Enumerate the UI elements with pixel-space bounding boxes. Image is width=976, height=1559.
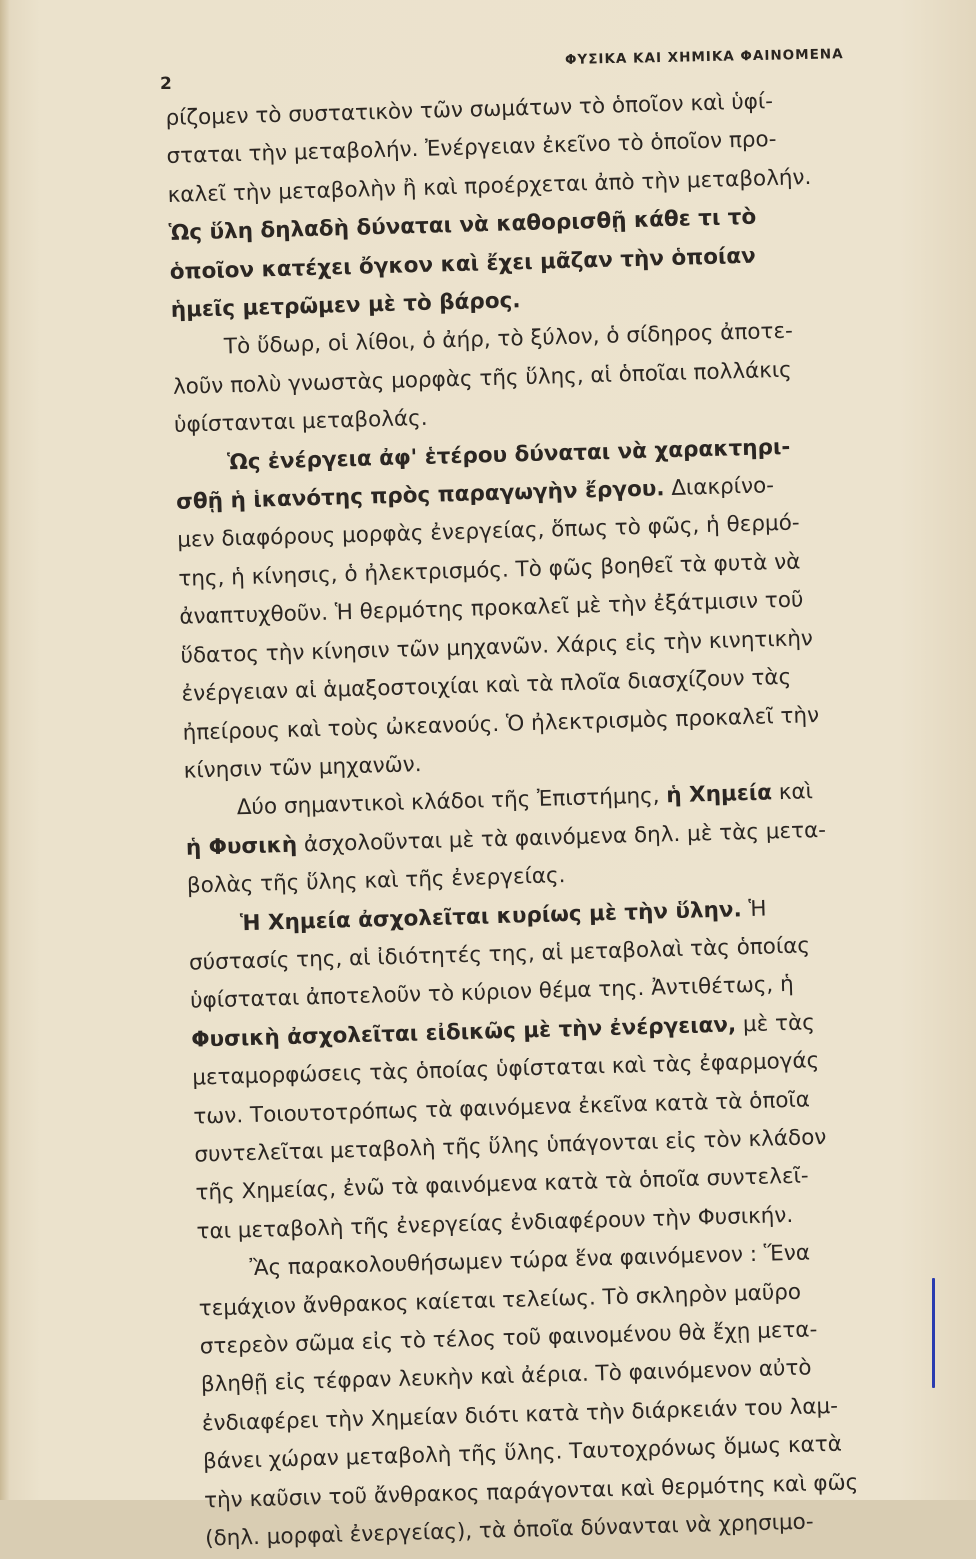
text-line: κίνησιν τῶν μηχανῶν. xyxy=(183,752,422,784)
text-line: τὴν καῦσιν τοῦ ἄνθρακος παράγονται καὶ θερμότης καὶ φῶς xyxy=(203,1469,859,1514)
text-line-bold: ὁποῖον κατέχει ὄγκον καὶ ἔχει μᾶζαν τὴν ὁποίαν xyxy=(169,243,757,285)
text-line: βληθῇ εἰς τέφραν λευκὴν καὶ ἀέρια. Τὸ φαινόμενον αὐτὸ xyxy=(200,1355,812,1398)
text-line: (δηλ. μορφαὶ ἐνεργείας), τὰ ὁποῖα δύνανται νὰ χρησιμο- xyxy=(204,1509,814,1552)
text-line: μεν διαφόρους μορφὰς ἐνεργείας, ὅπως τὸ φῶς, ἡ θερμό- xyxy=(176,510,800,554)
text-span: Διακρίνο- xyxy=(664,473,775,502)
text-line: ὕδατος τὴν κίνησιν τῶν μηχανῶν. Χάρις εἰς τὴν κινητικὴν xyxy=(180,625,814,669)
text-line: της, ἡ κίνησις, ὁ ἠλεκτρισμός. Τὸ φῶς βοηθεῖ τὰ φυτὰ νὰ xyxy=(178,549,801,592)
text-line-bold: Ὡς ὕλη δηλαδὴ δύναται νὰ καθορισθῇ κάθε τι τὸ xyxy=(168,204,757,247)
text-line: βάνει χώραν μεταβολὴ τῆς ὕλης. Ταυτοχρόνως ὅμως κατὰ xyxy=(202,1431,843,1475)
text-line: ται μεταβολὴ τῆς ἐνεργείας ἐνδιαφέρουν τὴν Φυσικήν. xyxy=(196,1202,794,1245)
bold-phrase: Φυσικὴ ἀσχολεῖται εἰδικῶς μὲ τὴν ἐνέργειαν, xyxy=(190,1012,737,1053)
text-line: ἠπείρους καὶ τοὺς ὠκεανούς. Ὁ ἠλεκτρισμὸς προκαλεῖ τὴν xyxy=(182,702,820,746)
running-head: ΦΥΣΙΚΑ ΚΑΙ ΧΗΜΙΚΑ ΦΑΙΝΟΜΕΝΑ xyxy=(564,46,844,68)
text-line: ἐνέργειαν αἱ ἁμαξοστοιχίαι καὶ τὰ πλοῖα διασχίζουν τὰς xyxy=(181,664,792,707)
text-line: σύστασίς της, αἱ ἰδιότητές της, αἱ μεταβολαὶ τὰς ὁποίας xyxy=(188,933,811,976)
text-line: μεταμορφώσεις τὰς ὁποίας ὑφίσταται καὶ τὰς ἐφαρμογάς xyxy=(191,1048,820,1091)
text-line: βολὰς τῆς ὕλης καὶ τῆς ἐνεργείας. xyxy=(186,863,566,899)
text-span: μὲ τὰς xyxy=(735,1009,816,1038)
text-line: ὑφίσταται ἀποτελοῦν τὸ κύριον θέμα της. Ἀντιθέτως, ἡ xyxy=(189,972,795,1014)
text-span: καὶ xyxy=(771,779,814,806)
text-line: των. Τοιουτοτρόπως τὰ φαινόμενα ἐκεῖνα κατὰ τὰ ὁποῖα xyxy=(193,1086,811,1130)
text-line: σταται τὴν μεταβολήν. Ἐνέργειαν ἐκεῖνο τὸ ὁποῖον προ- xyxy=(166,127,777,170)
text-line: ρίζομεν τὸ συστατικὸν τῶν σωμάτων τὸ ὁποῖον καὶ ὑφί- xyxy=(165,89,774,131)
text-line: ἐνδιαφέρει τὴν Χημείαν διότι κατὰ τὴν διάρκειάν του λαμ- xyxy=(201,1393,839,1437)
text-span: Δύο σημαντικοὶ κλάδοι τῆς Ἐπιστήμης, xyxy=(236,783,667,821)
text-line: τῆς Χημείας, ἐνῶ τὰ φαινόμενα κατὰ τὰ ὁποῖα συντελεῖ- xyxy=(195,1163,809,1206)
text-line: Τὸ ὕδωρ, οἱ λίθοι, ὁ ἀήρ, τὸ ξύλον, ὁ σίδηρος ἀποτε- xyxy=(223,319,794,360)
bold-phrase: ἡ Φυσικὴ xyxy=(185,832,298,861)
text-line: Ἂς παρακολουθήσωμεν τώρα ἕνα φαινόμενον : Ἕνα xyxy=(249,1240,811,1282)
text-line: ὑφίστανται μεταβολάς. xyxy=(173,406,428,439)
bold-phrase: σθῇ ἡ ἱκανότης πρὸς παραγωγὴν ἔργου. xyxy=(175,476,665,515)
text-line: ἀναπτυχθοῦν. Ἡ θερμότης προκαλεῖ μὲ τὴν ἐξάτμισιν τοῦ xyxy=(179,587,804,631)
body-text xyxy=(165,79,965,1559)
text-span: Ἡ xyxy=(741,896,767,922)
text-span: ἀσχολοῦνται μὲ τὰ φαινόμενα δηλ. μὲ τὰς μετα- xyxy=(296,817,827,858)
text-line: στερεὸν σῶμα εἰς τὸ τέλος τοῦ φαινομένου θὰ ἔχῃ μετα- xyxy=(199,1317,818,1360)
text-line: τεμάχιον ἄνθρακος καίεται τελείως. Τὸ σκληρὸν μαῦρο xyxy=(198,1279,802,1322)
text-line: λοῦν πολὺ γνωστὰς μορφὰς τῆς ὕλης, αἱ ὁποῖαι πολλάκις xyxy=(172,357,793,400)
bold-phrase: ἡ Χημεία xyxy=(666,780,773,809)
margin-pen-mark xyxy=(932,1278,935,1388)
page-number: 2 xyxy=(160,74,172,94)
bold-phrase: Ἡ Χημεία ἀσχολεῖται κυρίως μὲ τὴν ὕλην. xyxy=(239,896,743,936)
text-line: συντελεῖται μεταβολὴ τῆς ὕλης ὑπάγονται εἰς τὸν κλάδον xyxy=(194,1124,827,1168)
text-line-bold: ἡμεῖς μετρῶμεν μὲ τὸ βάρος. xyxy=(170,288,521,323)
text-line: καλεῖ τὴν μεταβολὴν ἢ καὶ προέρχεται ἀπὸ τὴν μεταβολήν. xyxy=(167,164,812,208)
text-line-bold: Ὡς ἐνέργεια ἀφ' ἑτέρου δύναται νὰ χαρακτηρι- xyxy=(226,434,791,476)
